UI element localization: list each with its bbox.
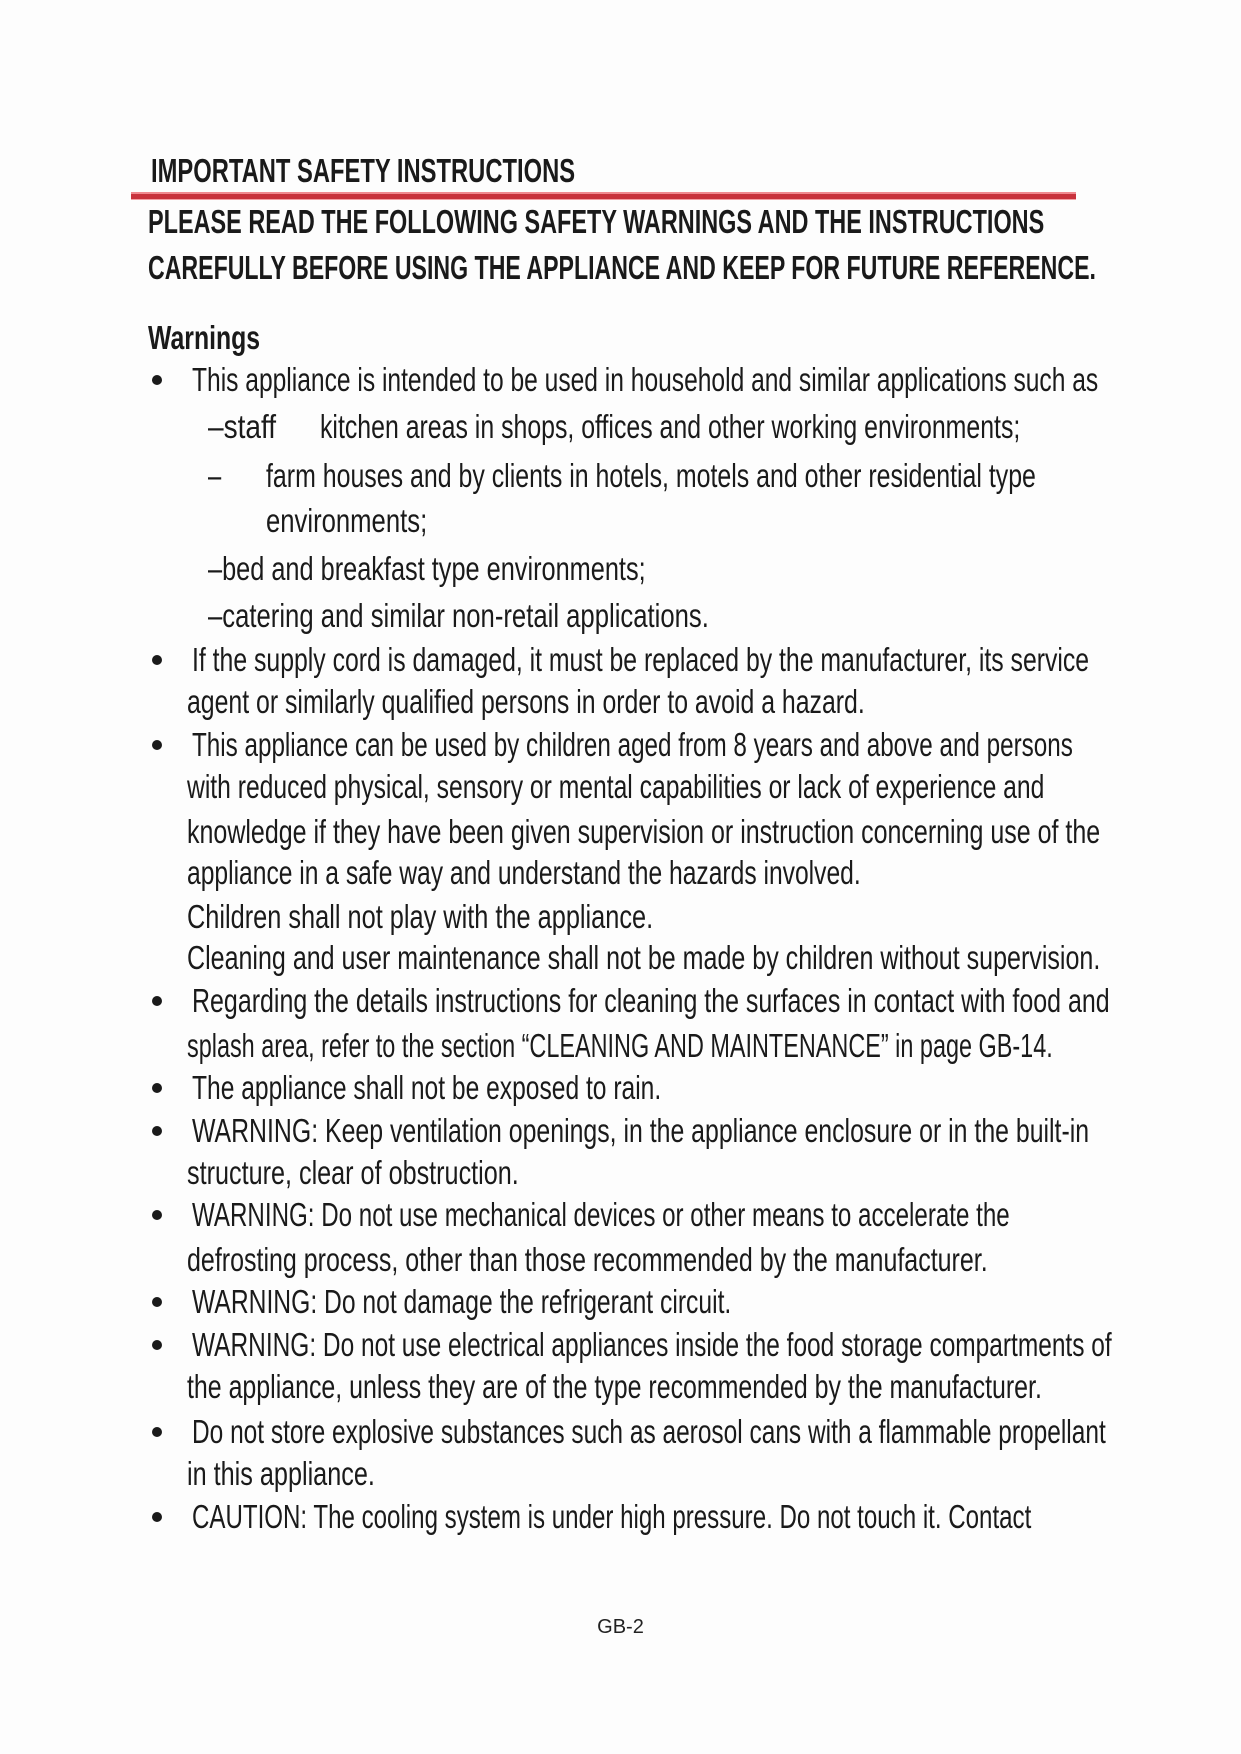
warning-line: defrosting process, other than those recommended by the manufacturer.: [187, 1241, 988, 1278]
bullet-icon: [152, 1297, 162, 1307]
section-title: IMPORTANT SAFETY INSTRUCTIONS: [151, 152, 576, 189]
warning-line: splash area, refer to the section “CLEANING AND MAINTENANCE” in page GB-14.: [187, 1027, 1053, 1064]
warnings-heading: Warnings: [148, 319, 261, 356]
warning-line: knowledge if they have been given supervision or instruction concerning use of the: [187, 813, 1101, 850]
bullet-icon: [152, 375, 162, 385]
warning-line: WARNING: Do not use mechanical devices or other means to accelerate the: [192, 1196, 1010, 1233]
sub-item-dash: –: [208, 457, 222, 494]
warning-line: If the supply cord is damaged, it must be replaced by the manufacturer, its service: [192, 641, 1090, 678]
warning-line: CAUTION: The cooling system is under high pressure. Do not touch it. Contact: [192, 1498, 1032, 1535]
warning-line: Cleaning and user maintenance shall not be made by children without supervision.: [187, 939, 1101, 976]
bullet-icon: [152, 1340, 162, 1350]
warning-line: This appliance can be used by children aged from 8 years and above and persons: [192, 726, 1073, 763]
red-divider: [131, 192, 1076, 200]
sub-item-dash: –staff: [208, 408, 277, 445]
sub-item: kitchen areas in shops, offices and other working environments;: [320, 408, 1021, 445]
warning-line: in this appliance.: [187, 1455, 375, 1492]
warning-line: agent or similarly qualified persons in order to avoid a hazard.: [187, 683, 865, 720]
warning-line: appliance in a safe way and understand the hazards involved.: [187, 854, 861, 891]
sub-item: environments;: [266, 502, 428, 539]
warning-line: structure, clear of obstruction.: [187, 1154, 519, 1191]
bullet-icon: [152, 1126, 162, 1136]
sub-item: farm houses and by clients in hotels, motels and other residential type: [266, 457, 1036, 494]
bullet-icon: [152, 1512, 162, 1522]
warning-line: WARNING: Do not use electrical appliances inside the food storage compartments of: [192, 1326, 1112, 1363]
bullet-icon: [152, 996, 162, 1006]
bullet-icon: [152, 1210, 162, 1220]
warning-line: Regarding the details instructions for cleaning the surfaces in contact with food and: [192, 982, 1110, 1019]
warning-line: WARNING: Do not damage the refrigerant circuit.: [192, 1283, 732, 1320]
bullet-icon: [152, 740, 162, 750]
warning-line: WARNING: Keep ventilation openings, in the appliance enclosure or in the built-in: [192, 1112, 1090, 1149]
bullet-icon: [152, 1083, 162, 1093]
sub-item: –bed and breakfast type environments;: [208, 550, 646, 587]
warning-line: The appliance shall not be exposed to rain.: [192, 1069, 662, 1106]
notice-line: CAREFULLY BEFORE USING THE APPLIANCE AND KEEP FOR FUTURE REFERENCE.: [148, 249, 1096, 286]
warning-line: Children shall not play with the appliance.: [187, 898, 654, 935]
warning-line: Do not store explosive substances such as aerosol cans with a flammable propellant: [192, 1413, 1106, 1450]
notice-line: PLEASE READ THE FOLLOWING SAFETY WARNINGS AND THE INSTRUCTIONS: [148, 203, 1045, 240]
bullet-icon: [152, 1427, 162, 1437]
warning-line: This appliance is intended to be used in household and similar applications such as: [192, 361, 1099, 398]
bullet-icon: [152, 655, 162, 665]
warning-line: with reduced physical, sensory or mental capabilities or lack of experience and: [187, 768, 1045, 805]
sub-item: –catering and similar non-retail applications.: [208, 597, 709, 634]
page-number: GB-2: [597, 1616, 644, 1638]
warning-line: the appliance, unless they are of the type recommended by the manufacturer.: [187, 1368, 1042, 1405]
